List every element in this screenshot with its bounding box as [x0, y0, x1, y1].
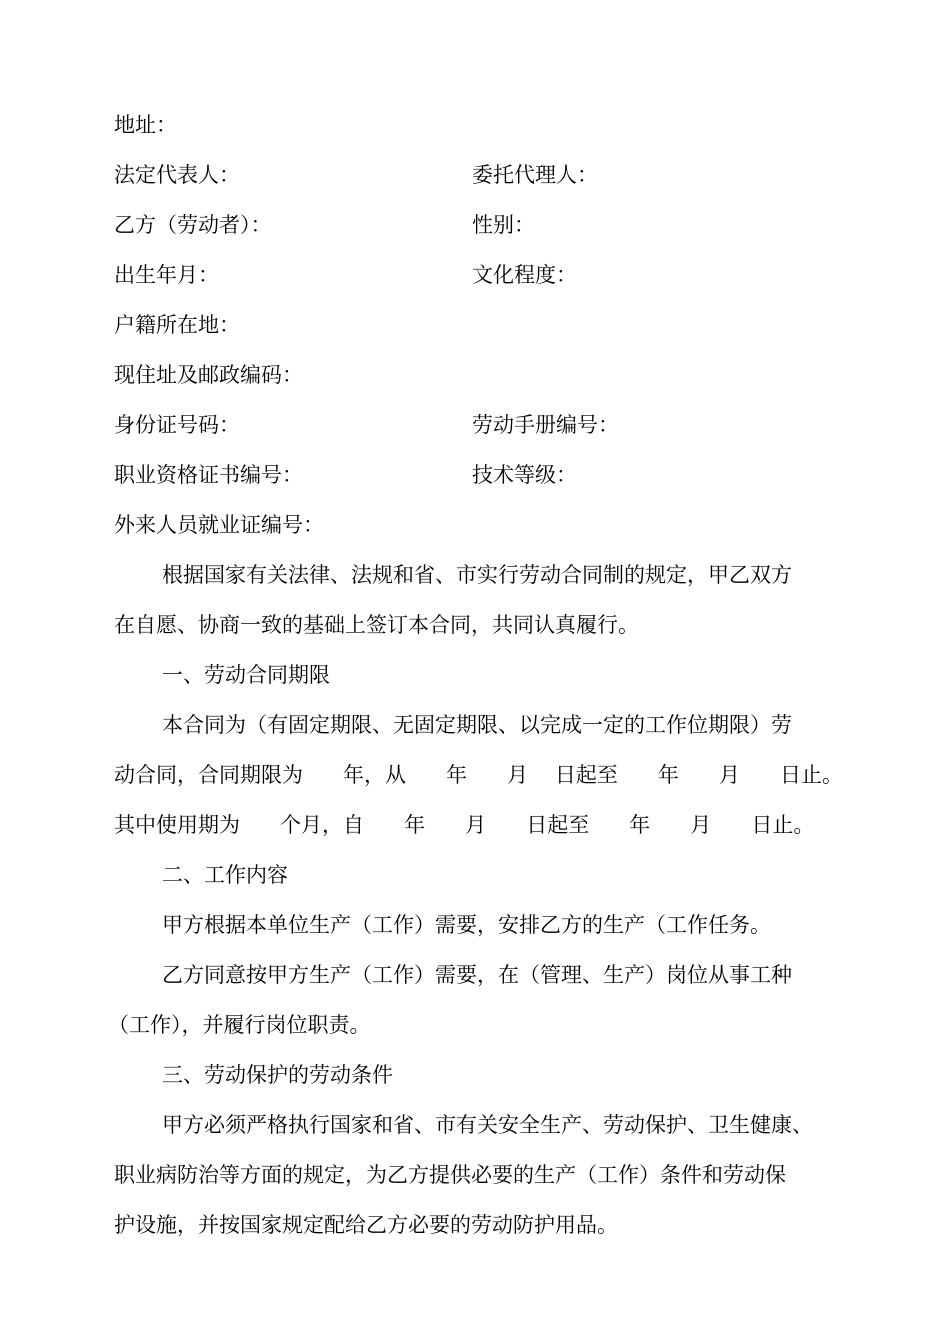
field-household: 户籍所在地：: [114, 313, 240, 337]
field-id-number: 身份证号码：: [114, 413, 240, 437]
section-2-para-2-line-1: 乙方同意按甲方生产（工作）需要，在（管理、生产）岗位从事工种: [162, 963, 792, 987]
preamble-line-2: 在自愿、协商一致的基础上签订本合同，共同认真履行。: [114, 613, 639, 637]
field-address: 地址：: [114, 113, 177, 137]
field-outsider-permit: 外来人员就业证编号：: [114, 513, 324, 537]
section-1-heading: 一、劳动合同期限: [162, 663, 330, 687]
section-2-para-1: 甲方根据本单位生产（工作）需要，安排乙方的生产（工作任务。: [162, 913, 771, 937]
preamble-line-1: 根据国家有关法律、法规和省、市实行劳动合同制的规定，甲乙双方: [162, 563, 792, 587]
section-2-heading: 二、工作内容: [162, 863, 288, 887]
section-1-line-3: 其中使用期为 个月，自 年 月 日起至 年 月 日止。: [114, 813, 815, 837]
field-birth: 出生年月：: [114, 263, 219, 287]
section-3-line-1: 甲方必须严格执行国家和省、市有关安全生产、劳动保护、卫生健康、: [162, 1113, 813, 1137]
field-agent: 委托代理人：: [472, 163, 598, 187]
field-tech-level: 技术等级：: [472, 463, 577, 487]
section-2-para-2-line-2: （工作），并履行岗位职责。: [108, 1013, 371, 1037]
field-party-b: 乙方（劳动者）：: [114, 213, 272, 237]
field-gender: 性别：: [472, 213, 535, 237]
field-current-address: 现住址及邮政编码：: [114, 363, 303, 387]
field-qualification: 职业资格证书编号：: [114, 463, 303, 487]
section-3-heading: 三、劳动保护的劳动条件: [162, 1063, 393, 1087]
section-3-line-2: 职业病防治等方面的规定，为乙方提供必要的生产（工作）条件和劳动保: [114, 1163, 786, 1187]
field-labor-handbook: 劳动手册编号：: [472, 413, 619, 437]
section-3-line-3: 护设施，并按国家规定配给乙方必要的劳动防护用品。: [114, 1213, 618, 1237]
section-1-line-1: 本合同为（有固定期限、无固定期限、以完成一定的工作位期限）劳: [162, 713, 792, 737]
section-1-line-2: 动合同，合同期限为 年，从 年 月 日起至 年 月 日止。: [114, 763, 844, 787]
field-legal-rep: 法定代表人：: [114, 163, 240, 187]
field-education: 文化程度：: [472, 263, 577, 287]
